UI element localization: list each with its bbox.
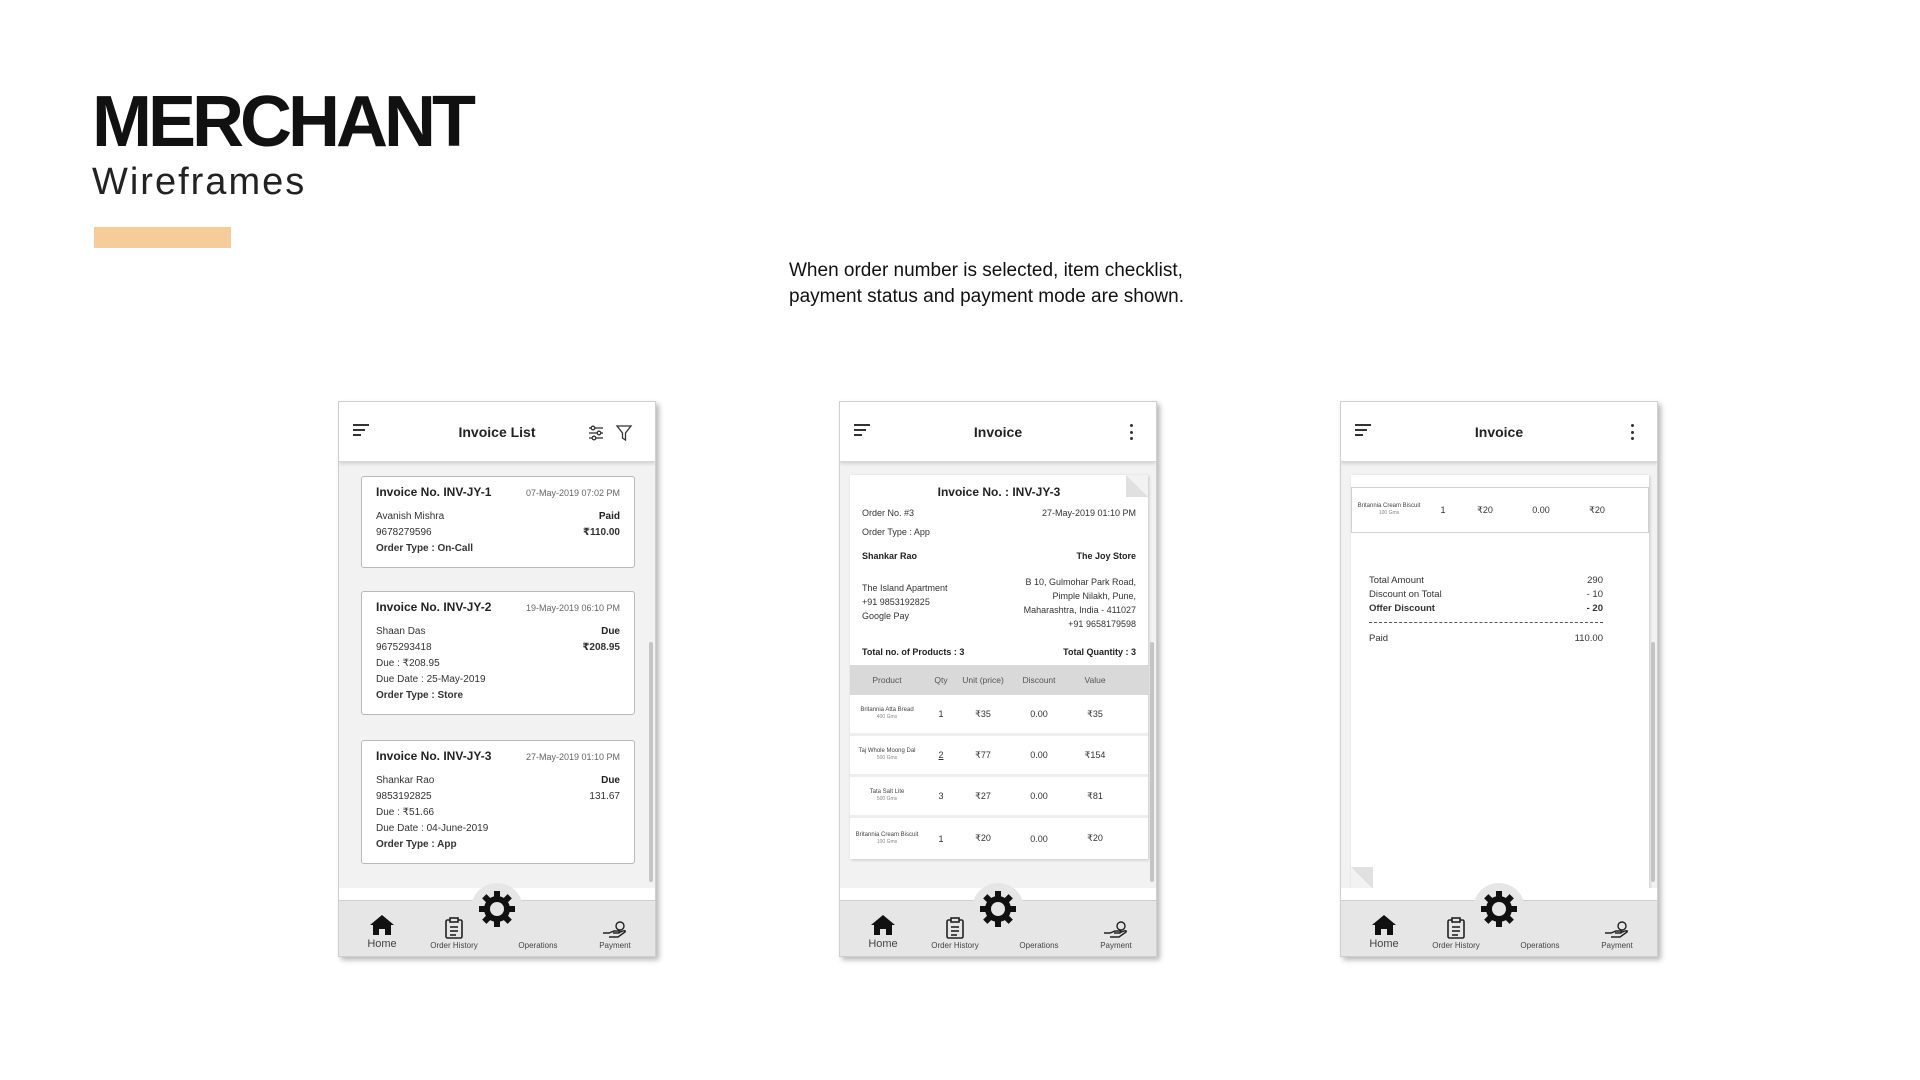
nav-operations[interactable] <box>1004 941 1074 950</box>
header-title: Invoice List <box>458 423 536 440</box>
col-unit: Unit (price) <box>962 675 1004 685</box>
invoice-paper <box>850 475 1148 859</box>
gear-icon <box>978 889 1018 929</box>
store-address-line: B 10, Gulmohar Park Road, <box>1025 577 1136 587</box>
payment-status: Due <box>601 775 620 786</box>
row-value: ₹35 <box>1087 708 1103 719</box>
nav-label: Payment <box>1601 941 1633 950</box>
payment-mode: Google Pay <box>862 611 910 621</box>
col-qty: Qty <box>934 675 948 685</box>
col-discount: Discount <box>1022 675 1056 685</box>
row-value: ₹20 <box>1087 833 1103 843</box>
invoice-amount: ₹208.95 <box>582 642 620 653</box>
nav-payment[interactable] <box>1081 921 1151 950</box>
nav-label: Operations <box>518 941 558 950</box>
product-name: Tata Salt Lite <box>869 789 905 795</box>
due-date: Due Date : 25-May-2019 <box>376 674 486 685</box>
total-amount: 290 <box>1587 575 1603 586</box>
invoice-card[interactable] <box>361 591 635 715</box>
table-row[interactable] <box>850 736 1148 777</box>
due-amount: Due : ₹208.95 <box>376 658 440 669</box>
clipboard-icon <box>1446 917 1466 939</box>
product-name: Britannia Cream Biscuit <box>1357 503 1421 509</box>
invoice-list <box>339 462 655 888</box>
row-discount: 0.00 <box>1030 833 1048 844</box>
nav-payment[interactable] <box>580 921 650 950</box>
bottom-nav <box>1341 900 1657 956</box>
phone-invoice-totals <box>1340 401 1658 957</box>
nav-label: Order History <box>430 941 478 950</box>
product-name: Taj Whole Moong Dal <box>858 748 916 754</box>
nav-home[interactable] <box>1349 914 1419 950</box>
due-amount: Due : ₹51.66 <box>376 807 435 818</box>
product-size: 500 Gms <box>876 755 898 761</box>
invoice-date: 19-May-2019 06:10 PM <box>525 603 620 613</box>
nav-label: Home <box>367 938 397 950</box>
nav-label: Order History <box>1432 941 1480 950</box>
customer-phone: +91 9853192825 <box>862 597 930 607</box>
product-size: 100 Gms <box>1378 510 1400 516</box>
nav-operations-fab[interactable] <box>972 883 1024 935</box>
payment-hand-icon <box>1604 921 1630 939</box>
page-title: MERCHANT <box>92 82 472 162</box>
row-qty: 3 <box>938 791 944 801</box>
order-type: Order Type : App <box>376 839 457 850</box>
invoice-number: Invoice No. INV-JY-1 <box>376 485 492 499</box>
product-name: Britannia Cream Biscuit <box>855 831 919 838</box>
row-qty: 1 <box>938 833 944 844</box>
product-size: 100 Gms <box>876 838 898 845</box>
home-icon <box>1371 914 1397 936</box>
caption-line-2: payment status and payment mode are shown. <box>789 286 1185 307</box>
store-address-line: Pimple Nilakh, Pune, <box>1052 591 1136 601</box>
menu-icon[interactable] <box>353 424 369 438</box>
col-product: Product <box>872 675 902 685</box>
payment-status: Paid <box>598 511 620 522</box>
store-address-line: Maharashtra, India - 411027 <box>1023 605 1136 615</box>
order-type: Order Type : App <box>862 527 930 537</box>
row-unit: ₹20 <box>1477 504 1493 515</box>
customer-phone: 9675293418 <box>376 642 432 653</box>
invoice-date: 07-May-2019 07:02 PM <box>525 488 620 498</box>
page-fold <box>1126 475 1148 497</box>
customer-phone: 9678279596 <box>376 527 432 538</box>
header-title: Invoice <box>1474 423 1524 440</box>
table-row[interactable] <box>850 777 1148 818</box>
invoice-card[interactable] <box>361 740 635 864</box>
page-fold <box>1351 867 1373 888</box>
bottom-nav <box>339 900 655 956</box>
phone-invoice-list <box>338 401 656 957</box>
clipboard-icon <box>444 917 464 939</box>
phone-invoice-detail <box>839 401 1157 957</box>
discount-label: Discount on Total <box>1369 589 1442 600</box>
row-discount: 0.00 <box>1030 709 1048 719</box>
nav-operations-fab[interactable] <box>1473 883 1525 935</box>
customer-address: The Island Apartment <box>862 583 948 593</box>
totals-summary <box>1369 575 1603 647</box>
row-discount: 0.00 <box>1030 750 1048 760</box>
nav-label: Operations <box>1520 941 1560 950</box>
divider <box>1369 622 1603 623</box>
nav-home[interactable] <box>347 914 417 950</box>
row-qty: 1 <box>938 709 944 719</box>
product-name: Britannia Atta Bread <box>860 707 914 713</box>
scrollbar[interactable] <box>1150 642 1154 882</box>
paid-label: Paid <box>1369 633 1389 644</box>
invoice-number: Invoice No. : INV-JY-3 <box>937 485 1061 499</box>
invoice-amount: 131.67 <box>589 791 620 802</box>
product-size: 500 Gms <box>876 796 898 802</box>
store-name: The Joy Store <box>1076 551 1136 561</box>
nav-payment[interactable] <box>1582 921 1652 950</box>
home-icon <box>870 914 896 936</box>
due-date: Due Date : 04-June-2019 <box>376 823 489 834</box>
row-qty: 2 <box>938 750 944 760</box>
invoice-paper <box>1351 475 1649 888</box>
row-value: ₹81 <box>1087 790 1103 801</box>
nav-label: Order History <box>931 941 979 950</box>
filter-icon[interactable] <box>615 424 633 442</box>
invoice-number: Invoice No. INV-JY-2 <box>376 600 492 614</box>
gear-icon <box>1479 889 1519 929</box>
offer-discount-value: - 20 <box>1586 603 1603 614</box>
invoice-totals-body <box>1341 462 1657 888</box>
payment-status: Due <box>601 626 620 637</box>
row-qty: 1 <box>1440 505 1446 515</box>
scrollbar[interactable] <box>649 642 653 882</box>
nav-label: Home <box>868 938 898 950</box>
total-quantity: Total Quantity : 3 <box>1063 647 1136 657</box>
row-unit: ₹35 <box>975 708 991 719</box>
page-subtitle: Wireframes <box>92 161 307 203</box>
customer-name: Shankar Rao <box>376 775 435 786</box>
sliders-icon[interactable] <box>587 424 605 442</box>
customer-name: Shankar Rao <box>862 551 918 561</box>
more-options-icon[interactable] <box>1631 424 1635 440</box>
scrollbar[interactable] <box>1651 642 1655 882</box>
invoice-card[interactable] <box>361 476 635 568</box>
menu-icon[interactable] <box>1355 424 1371 438</box>
row-unit: ₹27 <box>975 790 991 801</box>
discount-value: - 10 <box>1586 589 1603 600</box>
gear-icon <box>477 889 517 929</box>
store-phone: +91 9658179598 <box>1068 619 1136 629</box>
items-table-header <box>850 665 1148 695</box>
menu-icon[interactable] <box>854 424 870 438</box>
clipboard-icon <box>945 917 965 939</box>
invoice-amount: ₹110.00 <box>583 527 620 538</box>
home-icon <box>369 914 395 936</box>
nav-operations[interactable] <box>503 941 573 950</box>
row-unit: ₹77 <box>975 749 991 760</box>
row-unit: ₹20 <box>975 833 991 843</box>
nav-label: Payment <box>1100 941 1132 950</box>
invoice-detail-body <box>840 462 1156 888</box>
row-value: ₹154 <box>1084 749 1106 760</box>
total-amount-label: Total Amount <box>1369 575 1424 586</box>
row-discount: 0.00 <box>1030 791 1048 801</box>
nav-label: Home <box>1369 938 1399 950</box>
offer-discount-label: Offer Discount <box>1369 603 1435 614</box>
more-options-icon[interactable] <box>1130 424 1134 440</box>
payment-hand-icon <box>1103 921 1129 939</box>
product-size: 400 Gms <box>876 714 898 720</box>
nav-operations-fab[interactable] <box>471 883 523 935</box>
app-header <box>339 402 655 462</box>
customer-name: Avanish Mishra <box>376 511 445 522</box>
nav-operations[interactable] <box>1505 941 1575 950</box>
table-row[interactable] <box>1351 487 1649 533</box>
paid-value: 110.00 <box>1574 633 1603 644</box>
order-type: Order Type : On-Call <box>376 543 474 554</box>
nav-label: Operations <box>1019 941 1059 950</box>
customer-phone: 9853192825 <box>376 791 432 802</box>
row-discount: 0.00 <box>1532 505 1550 515</box>
nav-home[interactable] <box>848 914 918 950</box>
table-row[interactable] <box>850 695 1148 736</box>
header-title: Invoice <box>973 423 1023 440</box>
order-type: Order Type : Store <box>376 690 464 701</box>
order-number: Order No. #3 <box>862 508 915 518</box>
row-value: ₹20 <box>1589 504 1605 515</box>
app-header <box>840 402 1156 462</box>
customer-name: Shaan Das <box>376 626 426 637</box>
caption-line-1: When order number is selected, item checklist, <box>789 260 1183 281</box>
payment-hand-icon <box>602 921 628 939</box>
invoice-datetime: 27-May-2019 01:10 PM <box>1041 508 1136 518</box>
nav-label: Payment <box>599 941 631 950</box>
table-row[interactable] <box>850 818 1148 859</box>
bottom-nav <box>840 900 1156 956</box>
caption <box>789 258 1249 310</box>
invoice-number: Invoice No. INV-JY-3 <box>376 749 492 763</box>
total-products: Total no. of Products : 3 <box>862 647 965 657</box>
accent-bar <box>94 227 231 248</box>
invoice-date: 27-May-2019 01:10 PM <box>525 752 620 762</box>
app-header <box>1341 402 1657 462</box>
col-value: Value <box>1084 675 1106 685</box>
